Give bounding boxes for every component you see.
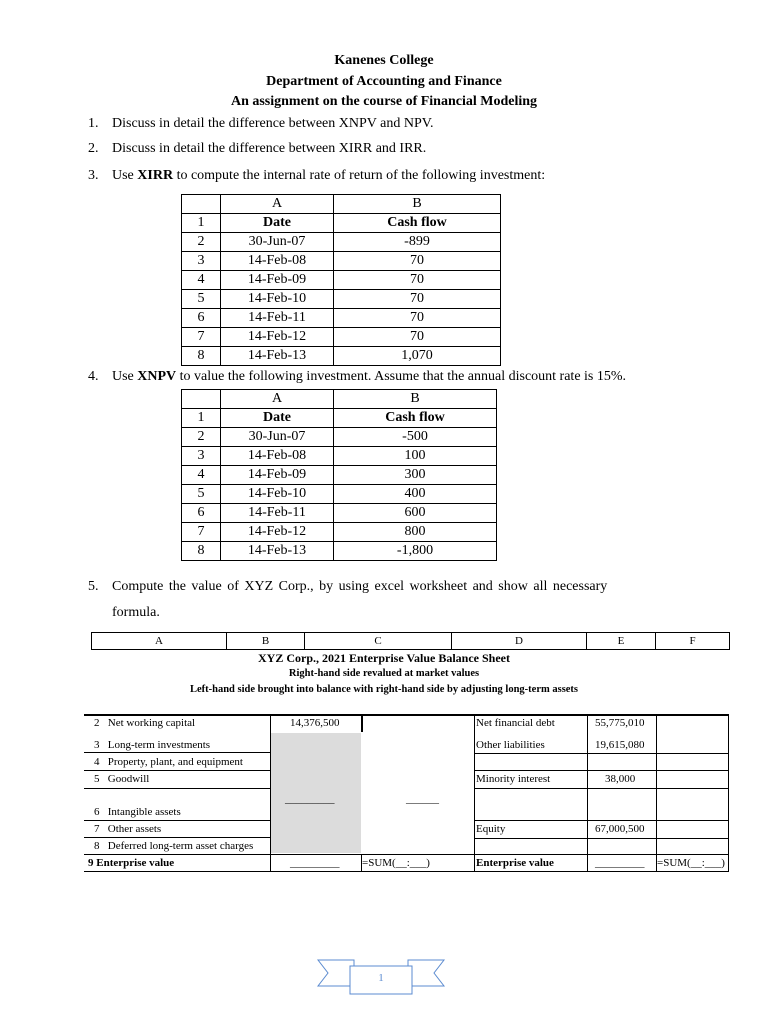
- date-cell: 14-Feb-12: [221, 328, 334, 347]
- table-row: [182, 409, 497, 428]
- row-number-cell: 6: [182, 504, 221, 523]
- column-divider: [474, 714, 475, 872]
- question-text: Compute the value of XYZ Corp., by using excel worksheet and show all necessary: [112, 579, 608, 594]
- row-number-cell: 8: [182, 542, 221, 561]
- column-header: F: [656, 633, 730, 650]
- question-text: Use: [112, 369, 138, 384]
- table-row: [182, 504, 497, 523]
- page-number-ribbon: [316, 956, 446, 998]
- row-number-cell: 4: [182, 271, 221, 290]
- row-number-cell: 7: [182, 328, 221, 347]
- question-number: 3.: [88, 168, 99, 183]
- row-intangible-assets: 6 Intangible assets: [94, 806, 181, 818]
- ev-left-blank: _________: [290, 857, 340, 869]
- cash-flow-cell: 1,070: [334, 347, 501, 366]
- function-name: XNPV: [137, 369, 177, 384]
- date-cell: 30-Jun-07: [221, 428, 334, 447]
- corner-cell: [182, 390, 221, 409]
- cash-flow-cell: 400: [334, 485, 497, 504]
- question-text: to value the following investment. Assume that the annual discount rate is 15%.: [176, 369, 627, 384]
- enterprise-value-right-label: Enterprise value: [476, 857, 554, 869]
- other-liabilities-label: Other liabilities: [476, 739, 545, 751]
- question-number: 1.: [88, 116, 99, 131]
- cash-flow-cell: 70: [334, 309, 501, 328]
- row-net-working-capital: 2 Net working capital: [94, 717, 196, 729]
- table-row: [182, 290, 501, 309]
- date-cell: Date: [221, 409, 334, 428]
- column-divider: [587, 714, 588, 872]
- xirr-table: [181, 194, 501, 366]
- question-text: Discuss in detail the difference between XNPV and NPV.: [112, 116, 434, 131]
- ev-column-headers: [91, 632, 730, 650]
- other-liabilities-value: 19,615,080: [595, 739, 645, 751]
- net-financial-debt-label: Net financial debt: [476, 717, 555, 729]
- row-number-cell: 1: [182, 409, 221, 428]
- row-divider: [84, 788, 270, 789]
- top-border: [84, 714, 728, 716]
- row-number-cell: 5: [182, 485, 221, 504]
- enterprise-value-right-blank: _________: [595, 857, 645, 869]
- table-row: [182, 428, 497, 447]
- date-cell: 30-Jun-07: [221, 233, 334, 252]
- row-divider: [474, 788, 728, 789]
- cash-flow-cell: -1,800: [334, 542, 497, 561]
- ev-title: XYZ Corp., 2021 Enterprise Value Balance Sheet: [258, 651, 510, 665]
- date-cell: 14-Feb-10: [221, 290, 334, 309]
- row-divider: [474, 838, 728, 839]
- column-header: D: [452, 633, 587, 650]
- row-divider: [84, 820, 270, 821]
- question-text: Use: [112, 168, 138, 183]
- row-divider: [84, 854, 728, 855]
- date-cell: 14-Feb-13: [221, 347, 334, 366]
- column-divider: [728, 714, 729, 872]
- ev-right-sum-formula: =SUM(__:___): [657, 857, 725, 869]
- question-5-continuation: formula.: [112, 605, 160, 620]
- table-row: [182, 252, 501, 271]
- row-enterprise-value-left: 9 Enterprise value: [88, 857, 175, 869]
- function-name: XIRR: [137, 168, 174, 183]
- table-header-row: [182, 195, 501, 214]
- column-header: C: [305, 633, 452, 650]
- assignment-title: An assignment on the course of Financial Modeling: [230, 94, 538, 109]
- question-1: [88, 116, 434, 132]
- question-text: to compute the internal rate of return of the following investment:: [173, 168, 546, 183]
- table-row: [182, 347, 501, 366]
- question-number: 4.: [88, 369, 99, 384]
- column-divider: [361, 714, 363, 732]
- cash-flow-cell: -500: [334, 428, 497, 447]
- cash-flow-cell: 70: [334, 290, 501, 309]
- row-number-cell: 3: [182, 252, 221, 271]
- row-goodwill: 5 Goodwill: [94, 773, 150, 785]
- row-divider: [474, 820, 728, 821]
- row-other-assets: 7 Other assets: [94, 823, 162, 835]
- row-number-cell: 2: [182, 428, 221, 447]
- table-row: [182, 523, 497, 542]
- college-name: Kanenes College: [334, 53, 434, 68]
- row-number-cell: 3: [182, 447, 221, 466]
- cash-flow-cell: 800: [334, 523, 497, 542]
- question-4: [88, 369, 626, 385]
- date-cell: Date: [221, 214, 334, 233]
- cash-flow-cell: Cash flow: [334, 409, 497, 428]
- net-financial-debt-value: 55,775,010: [595, 717, 645, 729]
- date-cell: 14-Feb-11: [221, 504, 334, 523]
- date-cell: 14-Feb-08: [221, 447, 334, 466]
- department-name: Department of Accounting and Finance: [266, 74, 502, 89]
- row-number-cell: 6: [182, 309, 221, 328]
- row-number-cell: 7: [182, 523, 221, 542]
- ev-left-sum-formula: =SUM(__:___): [362, 857, 430, 869]
- row-number-cell: 5: [182, 290, 221, 309]
- table-row: [182, 214, 501, 233]
- column-header: A: [92, 633, 227, 650]
- corner-cell: [182, 195, 221, 214]
- cash-flow-cell: 300: [334, 466, 497, 485]
- column-header: B: [334, 390, 497, 409]
- column-header: A: [221, 195, 334, 214]
- cash-flow-cell: 100: [334, 447, 497, 466]
- cash-flow-cell: 70: [334, 328, 501, 347]
- equity-label: Equity: [476, 823, 506, 835]
- table-row: [182, 271, 501, 290]
- long-term-assets-blank: _________: [285, 793, 335, 805]
- date-cell: 14-Feb-13: [221, 542, 334, 561]
- row-divider: [474, 770, 728, 771]
- cash-flow-cell: Cash flow: [334, 214, 501, 233]
- question-text: Discuss in detail the difference between XIRR and IRR.: [112, 141, 427, 156]
- table-row: [182, 447, 497, 466]
- date-cell: 14-Feb-08: [221, 252, 334, 271]
- table-row: [182, 309, 501, 328]
- column-divider: [656, 714, 657, 872]
- row-number-cell: 4: [182, 466, 221, 485]
- column-header: B: [334, 195, 501, 214]
- row-long-term-investments: 3 Long-term investments: [94, 739, 211, 751]
- row-ppe: 4 Property, plant, and equipment: [94, 756, 243, 768]
- page-number: 1: [378, 972, 384, 984]
- c-column-blank: ______: [406, 793, 439, 805]
- row-divider: [474, 753, 728, 754]
- table-row: [182, 485, 497, 504]
- question-3: [88, 168, 545, 184]
- nwc-value: 14,376,500: [290, 717, 340, 729]
- column-header: A: [221, 390, 334, 409]
- ev-subtitle-2: Left-hand side brought into balance with right-hand side by adjusting long-term assets: [189, 684, 579, 695]
- cash-flow-cell: 70: [334, 271, 501, 290]
- date-cell: 14-Feb-09: [221, 271, 334, 290]
- column-header: B: [227, 633, 305, 650]
- row-divider: [84, 752, 270, 753]
- table-header-row: [182, 390, 497, 409]
- date-cell: 14-Feb-10: [221, 485, 334, 504]
- bottom-border: [84, 871, 728, 872]
- row-number-cell: 1: [182, 214, 221, 233]
- date-cell: 14-Feb-12: [221, 523, 334, 542]
- cash-flow-cell: -899: [334, 233, 501, 252]
- table-row: [182, 328, 501, 347]
- row-deferred-charges: 8 Deferred long-term asset charges: [94, 840, 254, 852]
- table-row: [182, 233, 501, 252]
- row-number-cell: 8: [182, 347, 221, 366]
- row-number-cell: 2: [182, 233, 221, 252]
- table-row: [182, 542, 497, 561]
- question-number: 2.: [88, 141, 99, 156]
- question-2: [88, 141, 426, 157]
- question-number: 5.: [88, 579, 99, 594]
- date-cell: 14-Feb-11: [221, 309, 334, 328]
- row-divider: [84, 770, 270, 771]
- minority-interest-label: Minority interest: [476, 773, 551, 785]
- date-cell: 14-Feb-09: [221, 466, 334, 485]
- table-row: [182, 466, 497, 485]
- column-header: E: [587, 633, 656, 650]
- cash-flow-cell: 600: [334, 504, 497, 523]
- row-divider: [84, 837, 270, 838]
- ev-subtitle-1: Right-hand side revalued at market values: [288, 668, 480, 679]
- question-5: [88, 579, 607, 595]
- xnpv-table: [181, 389, 497, 561]
- minority-interest-value: 38,000: [605, 773, 636, 785]
- cash-flow-cell: 70: [334, 252, 501, 271]
- equity-value: 67,000,500: [595, 823, 645, 835]
